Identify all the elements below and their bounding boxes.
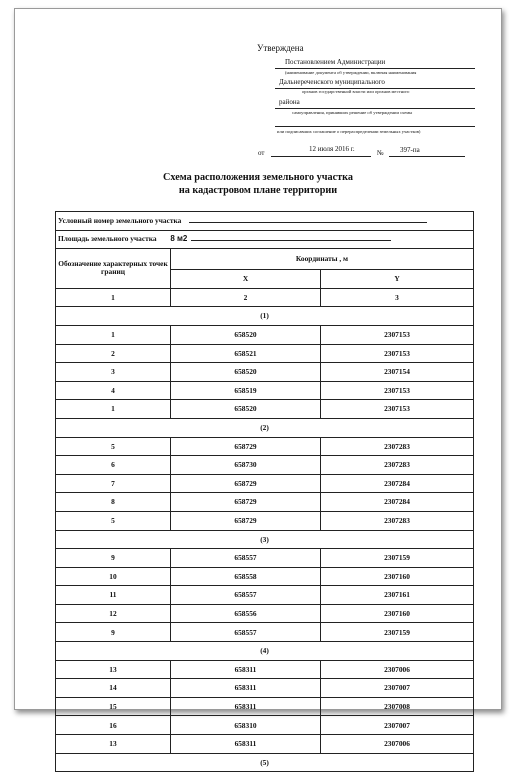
table-row xyxy=(56,660,474,679)
cond-number-field xyxy=(189,222,427,223)
point-id-cell: 13 xyxy=(56,735,171,754)
y-coordinate-cell: 2307160 xyxy=(321,567,474,586)
y-coordinate-cell: 2307153 xyxy=(321,325,474,344)
document-page xyxy=(14,8,502,767)
y-coordinate-cell: 2307007 xyxy=(321,716,474,735)
table-row xyxy=(56,363,474,382)
x-coordinate-cell: 658519 xyxy=(171,381,321,400)
table-row xyxy=(56,456,474,475)
x-coordinate-cell: 658557 xyxy=(171,549,321,568)
cond-number-label: Условный номер земельного участка xyxy=(58,216,182,226)
y-header: Y xyxy=(321,270,474,289)
y-coordinate-cell: 2307008 xyxy=(321,697,474,716)
y-coordinate-cell: 2307159 xyxy=(321,549,474,568)
approval-line-3: района xyxy=(279,98,300,106)
coordinates-table xyxy=(55,211,474,772)
table-row xyxy=(56,567,474,586)
y-coordinate-cell: 2307007 xyxy=(321,679,474,698)
point-id-cell: 6 xyxy=(56,456,171,475)
date-from-label: от xyxy=(258,149,265,157)
section-header-row xyxy=(56,642,474,661)
cond-number-row xyxy=(56,212,474,231)
y-coordinate-cell: 2307006 xyxy=(321,660,474,679)
y-coordinate-cell: 2307283 xyxy=(321,511,474,530)
approval-note-1: (наименование документа об утверждении, включая наименования xyxy=(285,70,417,75)
table-row xyxy=(56,697,474,716)
approval-date: 12 июля 2016 г. xyxy=(309,145,355,153)
col-number-3: 3 xyxy=(321,288,474,307)
table-row xyxy=(56,735,474,754)
approval-note-4: или подписавших соглашение о перераспределении земельных участков) xyxy=(277,129,421,134)
area-row xyxy=(56,230,474,249)
number-underline xyxy=(389,156,465,157)
approval-line-1: Постановлением Администрации xyxy=(285,58,386,66)
point-id-cell: 3 xyxy=(56,363,171,382)
table-row xyxy=(56,511,474,530)
y-coordinate-cell: 2307161 xyxy=(321,586,474,605)
y-coordinate-cell: 2307283 xyxy=(321,456,474,475)
x-coordinate-cell: 658310 xyxy=(171,716,321,735)
underline-1 xyxy=(275,68,475,69)
cond-number-cell xyxy=(56,212,474,231)
x-coordinate-cell: 658729 xyxy=(171,493,321,512)
x-coordinate-cell: 658520 xyxy=(171,400,321,419)
y-coordinate-cell: 2307006 xyxy=(321,735,474,754)
point-id-cell: 11 xyxy=(56,586,171,605)
table-row xyxy=(56,325,474,344)
coords-header: Координаты , м xyxy=(171,249,474,270)
table-row xyxy=(56,679,474,698)
section-label: (2) xyxy=(56,418,474,437)
table-row xyxy=(56,437,474,456)
section-header-row xyxy=(56,753,474,772)
approval-line-2: Дальнереченского муниципального xyxy=(279,78,385,86)
date-underline xyxy=(271,156,371,157)
x-coordinate-cell: 658311 xyxy=(171,697,321,716)
table-row xyxy=(56,604,474,623)
y-coordinate-cell: 2307284 xyxy=(321,493,474,512)
x-coordinate-cell: 658556 xyxy=(171,604,321,623)
col-number-2: 2 xyxy=(171,288,321,307)
point-id-cell: 15 xyxy=(56,697,171,716)
area-label: Площадь земельного участка xyxy=(58,234,157,244)
y-coordinate-cell: 2307284 xyxy=(321,474,474,493)
y-coordinate-cell: 2307153 xyxy=(321,344,474,363)
points-header: Обозначение характерных точек границ xyxy=(56,249,171,289)
x-coordinate-cell: 658730 xyxy=(171,456,321,475)
document-title-line-1: Схема расположения земельного участка xyxy=(163,172,353,183)
section-label: (3) xyxy=(56,530,474,549)
approval-note-3: самоуправления, принявших решение об утверждении схемы xyxy=(292,110,413,115)
x-coordinate-cell: 658311 xyxy=(171,679,321,698)
x-coordinate-cell: 658311 xyxy=(171,735,321,754)
point-id-cell: 16 xyxy=(56,716,171,735)
section-header-row xyxy=(56,418,474,437)
y-coordinate-cell: 2307283 xyxy=(321,437,474,456)
point-id-cell: 4 xyxy=(56,381,171,400)
point-id-cell: 1 xyxy=(56,325,171,344)
point-id-cell: 2 xyxy=(56,344,171,363)
x-coordinate-cell: 658557 xyxy=(171,623,321,642)
section-label: (5) xyxy=(56,753,474,772)
table-row xyxy=(56,400,474,419)
col-number-1: 1 xyxy=(56,288,171,307)
section-header-row xyxy=(56,307,474,326)
section-label: (4) xyxy=(56,642,474,661)
x-coordinate-cell: 658520 xyxy=(171,325,321,344)
number-label: № xyxy=(377,149,384,157)
point-id-cell: 5 xyxy=(56,437,171,456)
table-row xyxy=(56,549,474,568)
table-row xyxy=(56,623,474,642)
point-id-cell: 9 xyxy=(56,549,171,568)
approval-note-2: органов государственной власти или органов местного xyxy=(302,89,410,94)
table-row xyxy=(56,474,474,493)
x-coordinate-cell: 658729 xyxy=(171,511,321,530)
table-row xyxy=(56,344,474,363)
point-id-cell: 13 xyxy=(56,660,171,679)
x-coordinate-cell: 658729 xyxy=(171,437,321,456)
point-id-cell: 12 xyxy=(56,604,171,623)
x-coordinate-cell: 658311 xyxy=(171,660,321,679)
point-id-cell: 7 xyxy=(56,474,171,493)
table-row xyxy=(56,716,474,735)
point-id-cell: 14 xyxy=(56,679,171,698)
header-row xyxy=(56,249,474,270)
section-label: (1) xyxy=(56,307,474,326)
approved-label: Утверждена xyxy=(257,43,304,53)
x-coordinate-cell: 658558 xyxy=(171,567,321,586)
table-row xyxy=(56,586,474,605)
area-field xyxy=(191,240,391,241)
area-value: 8 м2 xyxy=(170,234,188,244)
table-row xyxy=(56,493,474,512)
y-coordinate-cell: 2307159 xyxy=(321,623,474,642)
point-id-cell: 9 xyxy=(56,623,171,642)
area-cell xyxy=(56,230,474,249)
x-coordinate-cell: 658521 xyxy=(171,344,321,363)
x-header: X xyxy=(171,270,321,289)
point-id-cell: 5 xyxy=(56,511,171,530)
x-coordinate-cell: 658520 xyxy=(171,363,321,382)
column-numbers-row xyxy=(56,288,474,307)
x-coordinate-cell: 658557 xyxy=(171,586,321,605)
underline-4 xyxy=(275,126,475,127)
y-coordinate-cell: 2307153 xyxy=(321,381,474,400)
x-coordinate-cell: 658729 xyxy=(171,474,321,493)
y-coordinate-cell: 2307160 xyxy=(321,604,474,623)
point-id-cell: 10 xyxy=(56,567,171,586)
point-id-cell: 8 xyxy=(56,493,171,512)
y-coordinate-cell: 2307153 xyxy=(321,400,474,419)
point-id-cell: 1 xyxy=(56,400,171,419)
y-coordinate-cell: 2307154 xyxy=(321,363,474,382)
section-header-row xyxy=(56,530,474,549)
table-row xyxy=(56,381,474,400)
approval-number: 397-па xyxy=(400,146,420,154)
document-title-line-2: на кадастровом плане территории xyxy=(178,185,338,196)
underline-3 xyxy=(275,108,475,109)
